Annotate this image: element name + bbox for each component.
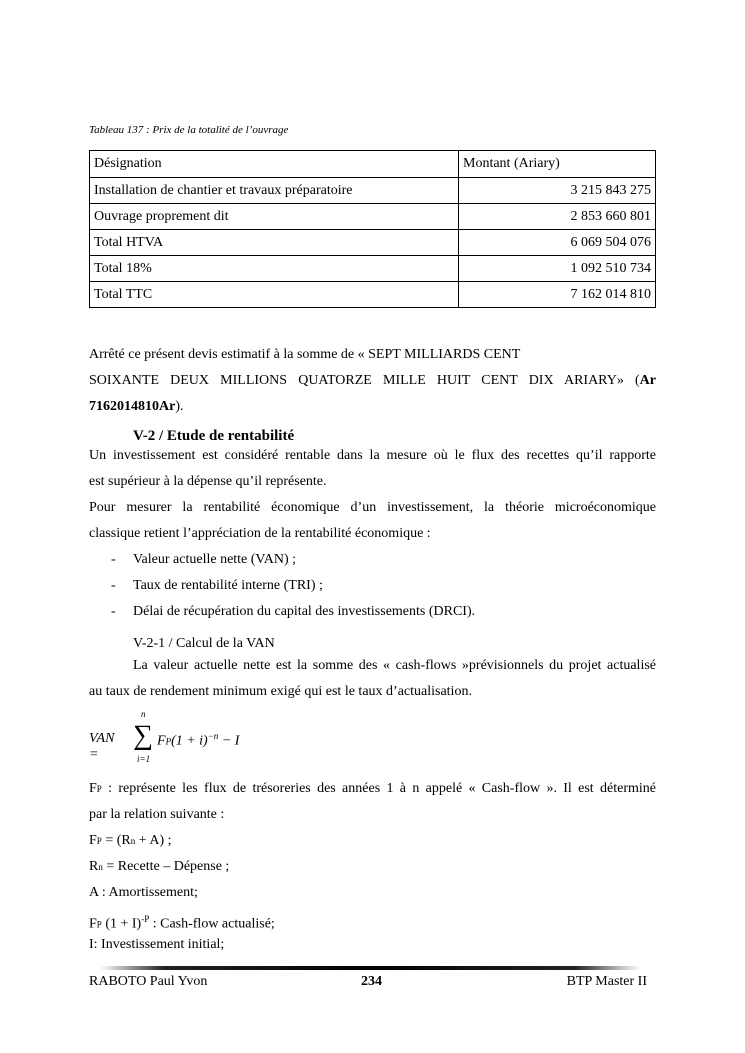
- formula-lhs: VAN =: [89, 731, 115, 762]
- table-cell-montant: 3 215 843 275: [459, 178, 656, 204]
- footer-author: RABOTO Paul Yvon: [89, 974, 208, 989]
- intro-line-3: Pour mesurer la rentabilité économique d’un investissement, la théorie microéconomique: [89, 500, 656, 515]
- table-cell-designation: Total 18%: [90, 256, 459, 282]
- formula-f-sub: P: [165, 736, 172, 747]
- arrete-line-1: Arrêté ce présent devis estimatif à la somme de « SEPT MILLIARDS CENT: [89, 347, 521, 362]
- fp-symbol: F: [89, 916, 97, 932]
- table-cell-designation: Ouvrage proprement dit: [90, 204, 459, 230]
- arrete-amount-unit: Ar: [639, 373, 656, 388]
- intro-line-1: Un investissement est considéré rentable dans la mesure où le flux des recettes qu’il rapporte: [89, 448, 656, 463]
- table-cell-montant: 1 092 510 734: [459, 256, 656, 282]
- formula-discount: (1 + i): [171, 733, 208, 749]
- table-row: [90, 282, 656, 308]
- formula-f: F: [157, 733, 166, 749]
- table-cell-montant: 7 162 014 810: [459, 282, 656, 308]
- def-rn: [89, 854, 656, 880]
- table-row: [90, 230, 656, 256]
- arrete-line-2-text: SOIXANTE DEUX MILLIONS QUATORZE MILLE HUIT CENT DIX ARIARY» (: [89, 373, 640, 388]
- footer-page-number: 234: [361, 974, 382, 989]
- fp-sub: P: [96, 836, 102, 846]
- intro-line-4: classique retient l’appréciation de la rentabilité économique :: [89, 526, 431, 541]
- table-row: [90, 204, 656, 230]
- table-row: [90, 256, 656, 282]
- table-header-row: [90, 151, 656, 178]
- rn-symbol: R: [89, 859, 99, 874]
- section-heading: V-2 / Etude de rentabilité: [133, 428, 295, 444]
- formula-rhs: [157, 731, 239, 750]
- bullet-marker: -: [111, 552, 116, 567]
- rn-sub: n: [130, 836, 136, 846]
- relation-mid: = (R: [101, 833, 131, 848]
- fp-def-line-2: par la relation suivante :: [89, 807, 225, 822]
- def-fp-relation: [89, 828, 656, 854]
- footer-divider: [100, 966, 640, 970]
- fp-sub: P: [96, 784, 102, 794]
- fp-symbol: F: [89, 781, 97, 796]
- rn-def-text: = Recette – Dépense ;: [102, 859, 230, 874]
- formula-tail: − I: [218, 733, 240, 749]
- arrete-line-3-end: ).: [175, 399, 184, 414]
- footer-course: BTP Master II: [566, 974, 647, 989]
- table-cell-montant: 6 069 504 076: [459, 230, 656, 256]
- list-item: [111, 599, 475, 625]
- van-def-line-1: La valeur actuelle nette est la somme des « cash-flows »prévisionnels du projet actualisé: [133, 658, 656, 673]
- table-cell-designation: Total TTC: [90, 282, 459, 308]
- list-item: [111, 573, 323, 599]
- relation-end: + A) ;: [135, 833, 172, 848]
- table-row: [90, 178, 656, 204]
- cashflow-def-text: : Cash-flow actualisé;: [149, 916, 275, 932]
- table-header-designation: Désignation: [90, 151, 459, 178]
- intro-line-2: est supérieur à la dépense qu’il représente.: [89, 474, 327, 489]
- discount-term: (1 + I): [101, 916, 142, 932]
- discount-exponent: -P: [141, 914, 150, 924]
- sigma-icon: ∑: [133, 720, 153, 751]
- fp-symbol: F: [89, 833, 97, 848]
- table-cell-designation: Installation de chantier et travaux préparatoire: [90, 178, 459, 204]
- list-item-text: Taux de rentabilité interne (TRI) ;: [133, 578, 323, 593]
- arrete-line-3: [89, 394, 656, 420]
- bullet-marker: -: [111, 578, 116, 593]
- price-table: [89, 150, 656, 308]
- list-item: [111, 547, 296, 573]
- table-cell-designation: Total HTVA: [90, 230, 459, 256]
- table-cell-montant: 2 853 660 801: [459, 204, 656, 230]
- formula-upper-bound: n: [141, 709, 146, 719]
- arrete-line-2: [89, 368, 656, 394]
- def-amortissement: A : Amortissement;: [89, 885, 198, 900]
- formula-lower-bound: i=1: [137, 754, 151, 764]
- bullet-marker: -: [111, 604, 116, 619]
- fp-sub: P: [96, 919, 102, 930]
- arrete-amount: 7162014810Ar: [89, 399, 176, 414]
- table-header-montant: Montant (Ariary): [459, 151, 656, 178]
- subheading: V-2-1 / Calcul de la VAN: [133, 636, 275, 651]
- fp-def-line-1: [89, 776, 656, 802]
- list-item-text: Valeur actuelle nette (VAN) ;: [133, 552, 297, 567]
- def-investissement: I: Investissement initial;: [89, 937, 225, 952]
- list-item-text: Délai de récupération du capital des investissements (DRCI).: [133, 604, 476, 619]
- table-caption: Tableau 137 : Prix de la totalité de l’ouvrage: [89, 124, 289, 136]
- rn-sub: n: [98, 862, 103, 872]
- fp-def-text: : représente les flux de trésoreries des années 1 à n appelé « Cash-flow ». Il est déterminé: [101, 781, 656, 796]
- van-def-line-2: au taux de rendement minimum exigé qui est le taux d’actualisation.: [89, 684, 472, 699]
- formula-exponent: −n: [207, 731, 219, 741]
